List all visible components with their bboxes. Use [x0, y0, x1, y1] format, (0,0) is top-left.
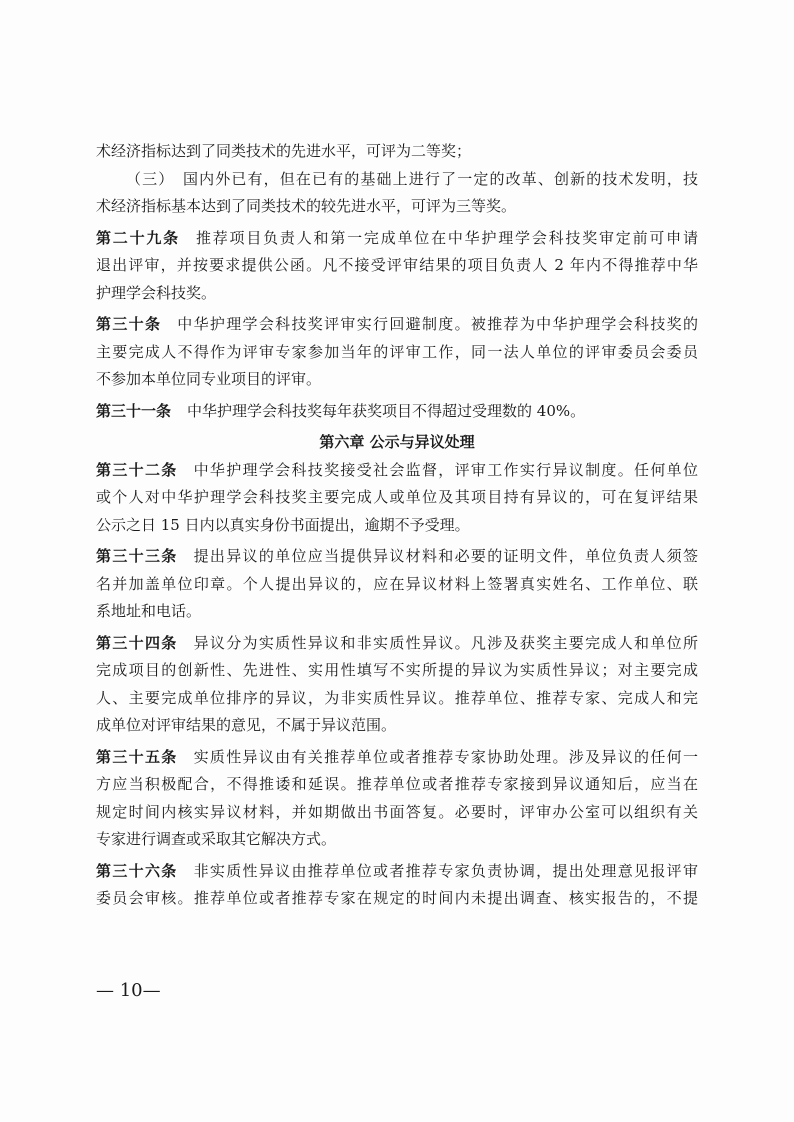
text-line: [96, 280, 698, 308]
chapter-heading: 第六章 公示与异议处理: [319, 433, 475, 451]
article-label: 第三十五条: [96, 747, 178, 766]
text-line: [96, 598, 698, 626]
text-line: [96, 712, 698, 740]
line-text: 护理学会科技奖。: [96, 283, 217, 302]
article-paragraph: [96, 225, 698, 308]
text-line: [96, 744, 698, 772]
line-text: 推荐项目负责人和第一完成单位在中华护理学会科技奖审定前可申请: [195, 228, 698, 247]
line-text: 实质性异议由有关推荐单位或者推荐专家协助处理。涉及异议的任何一: [193, 747, 698, 766]
page-number: — 10—: [96, 980, 161, 1001]
text-line: [96, 885, 698, 913]
text-line: [96, 311, 698, 339]
article-label: 第三十四条: [96, 633, 178, 652]
line-text: 非实质性异议由推荐单位或者推荐专家负责协调，提出处理意见报评审: [193, 861, 698, 880]
text-line: [96, 685, 698, 713]
text-line: [96, 512, 698, 540]
text-line: [96, 339, 698, 367]
article-label: 第三十一条: [96, 401, 172, 420]
article-label: 第三十三条: [96, 547, 178, 565]
line-text: （三） 国内外已有，但在已有的基础上进行了一定的改革、创新的技术发明，技: [126, 169, 698, 188]
article-paragraph: [96, 543, 698, 626]
article-paragraph: [96, 398, 698, 426]
text-line: [96, 799, 698, 827]
text-line: [96, 543, 698, 571]
text-line: [96, 252, 698, 280]
line-text: 主要完成人不得作为评审专家参加当年的评审工作，同一法人单位的评审委员会委员: [96, 342, 698, 361]
line-text: 方应当积极配合，不得推诿和延误。推荐单位或者推荐专家接到异议通知后，应当在: [96, 775, 698, 793]
line-text: 名并加盖单位印章。个人提出异议的，应在异议材料上签署真实姓名、工作单位、联: [96, 574, 698, 593]
line-text: 术经济指标达到了同类技术的先进水平，可评为二等奖；: [96, 142, 472, 160]
article-label: 第三十六条: [96, 861, 178, 880]
text-line: [96, 225, 698, 253]
line-text: 人、主要完成单位排序的异议，为非实质性异议。推荐单位、推荐专家、完成人和完: [96, 688, 698, 707]
line-text: 成单位对评审结果的意见，不属于异议范围。: [96, 716, 397, 734]
line-text: 中华护理学会科技奖接受社会监督，评审工作实行异议制度。任何单位: [193, 460, 698, 479]
line-text: 规定时间内核实异议材料，并如期做出书面答复。必要时，评审办公室可以组织有关: [96, 802, 698, 821]
text-line: [96, 166, 698, 194]
line-text: 术经济指标基本达到了同类技术的较先进水平，可评为三等奖。: [96, 197, 517, 215]
text-line: [96, 771, 698, 799]
text-line: [96, 571, 698, 599]
line-text: 完成项目的创新性、先进性、实用性填写不实所提的异议为实质性异议；对主要完成: [96, 661, 698, 679]
text-line: [96, 398, 698, 426]
text-line: [96, 484, 698, 512]
line-text: 中华护理学会科技奖评审实行回避制度。被推荐为中华护理学会科技奖的: [177, 315, 698, 333]
article-paragraph: [96, 457, 698, 540]
line-text: 异议分为实质性异议和非实质性异议。凡涉及获奖主要完成人和单位所: [193, 633, 698, 652]
document-body: [96, 138, 698, 917]
article-paragraph: [96, 744, 698, 854]
text-line: [96, 193, 698, 221]
line-text: 不参加本单位同专业项目的评审。: [96, 370, 322, 388]
article-paragraph: [96, 858, 698, 913]
article-label: 第三十二条: [96, 460, 178, 479]
line-text: 中华护理学会科技奖每年获奖项目不得超过受理数的 40%。: [187, 401, 586, 420]
paragraph: [96, 138, 698, 166]
text-line: [96, 366, 698, 394]
paragraph-gap: [96, 913, 698, 917]
line-text: 提出异议的单位应当提供异议材料和必要的证明文件，单位负责人须签: [193, 547, 698, 565]
line-text: 系地址和电话。: [96, 602, 202, 620]
article-paragraph: [96, 311, 698, 394]
text-line: [96, 657, 698, 685]
article-paragraph: [96, 630, 698, 740]
text-line: [96, 630, 698, 658]
text-line: [96, 457, 698, 485]
text-line: [96, 858, 698, 886]
line-text: 退出评审，并按要求提供公函。凡不接受评审结果的项目负责人 2 年内不得推荐中华: [96, 256, 698, 274]
text-line: [96, 826, 698, 854]
line-text: 公示之日 15 日内以真实身份书面提出，逾期不予受理。: [96, 515, 470, 534]
paragraph: [96, 166, 698, 221]
line-text: 专家进行调查或采取其它解决方式。: [96, 830, 337, 848]
article-label: 第二十九条: [96, 228, 180, 247]
article-label: 第三十条: [96, 315, 162, 333]
line-text: 或个人对中华护理学会科技奖主要完成人或单位及其项目持有异议的，可在复评结果: [96, 488, 698, 506]
line-text: 委员会审核。推荐单位或者推荐专家在规定的时间内未提出调查、核实报告的，不提: [96, 889, 698, 907]
text-line: [96, 138, 698, 166]
